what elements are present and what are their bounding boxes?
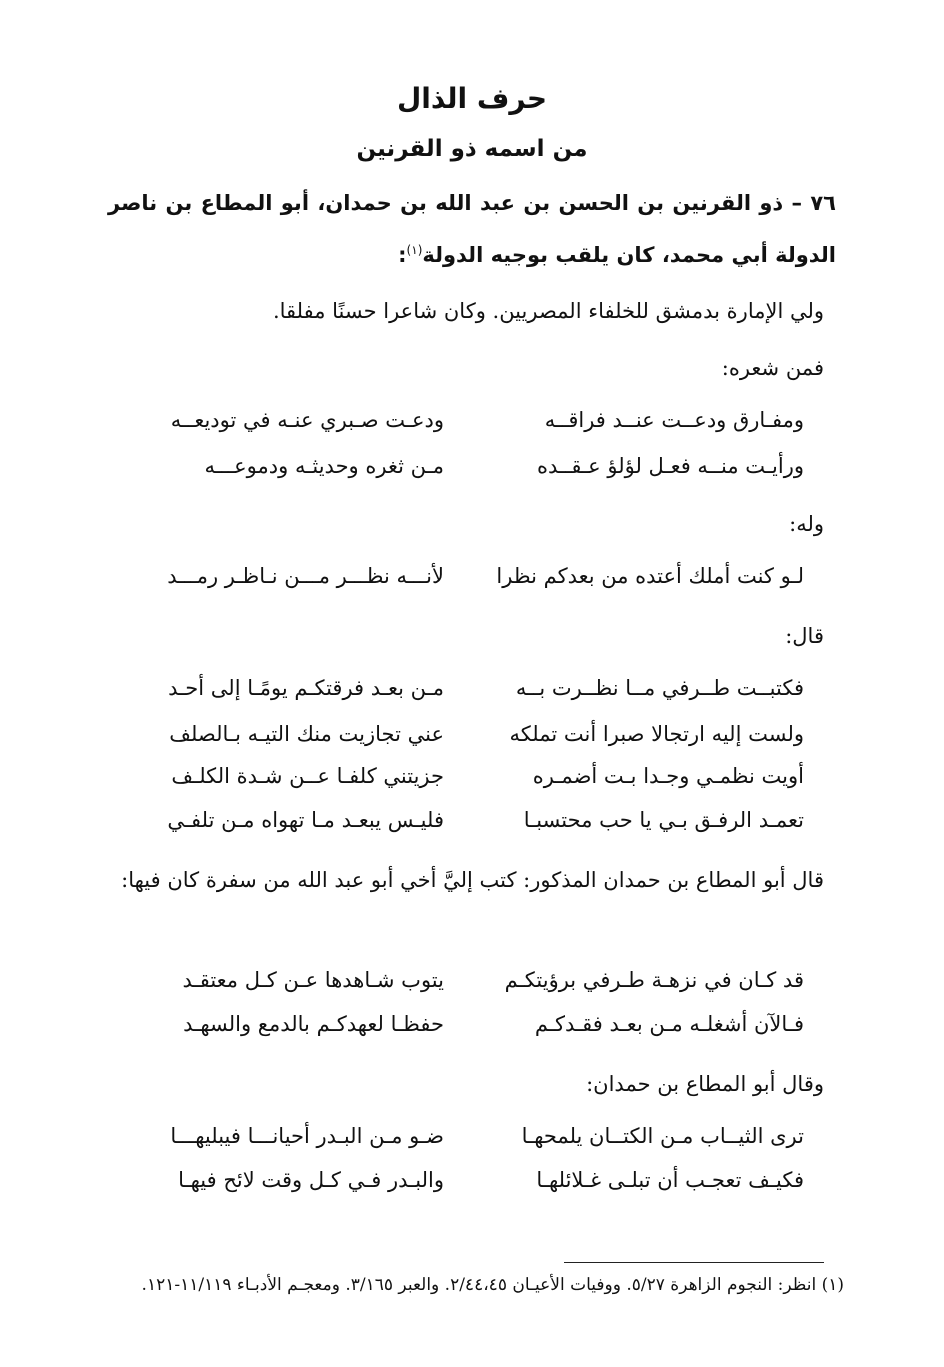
- entry-heading-colon: :: [398, 243, 407, 267]
- verse-line: [154, 670, 804, 706]
- he-said-label: قال:: [785, 624, 824, 648]
- entry-heading: [108, 180, 836, 279]
- entry-heading-text: ٧٦ – ذو القرنين بن الحسن بن عبد الله بن حمدان، أبو المطاع بن ناصر الدولة أبي محمد، كان يلقب بوجيه الدولة: [108, 191, 836, 267]
- verse-first-hemistich: ورأيـت منــه فعـل لؤلؤ عـقــده: [537, 454, 804, 478]
- footnote-reference: (١): [406, 243, 423, 257]
- verse-second-hemistich: لأنـــه نظـــر مـــن نـاظـر رمـــد: [167, 564, 444, 588]
- verse-second-hemistich: ضـو مـن البـدر أحيانـــا فيبليهـــا: [170, 1124, 444, 1148]
- verse-first-hemistich: ترى الثيــاب مـن الكتــان يلمحهـا: [521, 1124, 804, 1148]
- verse-line: [154, 758, 804, 794]
- verse-line: [154, 802, 804, 838]
- verse-second-hemistich: فليـس يبعـد مـا تهواه مـن تلفـي: [167, 808, 444, 832]
- verse-second-hemistich: ودعـت صـبري عنـه في توديعــه: [170, 408, 444, 432]
- verse-line: [154, 962, 804, 998]
- verse-first-hemistich: لـو كنت أملك أعتده من بعدكم نظرا: [496, 564, 804, 588]
- verse-first-hemistich: ولست إليه ارتجالا صبرا أنت تملكه: [509, 722, 804, 746]
- footnote-divider: [564, 1262, 824, 1263]
- intro-paragraph: ولي الإمارة بدمشق للخلفاء المصريين. وكان شاعرا حسنًا مفلقا.: [272, 299, 824, 323]
- verse-first-hemistich: أويت نظمـي وجـدا بـت أضمـره: [532, 764, 804, 788]
- verse-line: [154, 558, 804, 594]
- verse-first-hemistich: فـالآن أشغلـه مـن بعـد فقـدكـم: [534, 1012, 804, 1036]
- verse-line: [154, 1118, 804, 1154]
- section-title: من اسمه ذو القرنين: [356, 136, 588, 162]
- abu-mutaa-said-label: وقال أبو المطاع بن حمدان:: [586, 1072, 824, 1096]
- verse-line: [154, 1006, 804, 1042]
- verse-first-hemistich: ومفـارق ودعــت عنــد فراقــه: [544, 408, 804, 432]
- verse-second-hemistich: حفظـا لعهدكـم بالدمع والسهـد: [183, 1012, 444, 1036]
- verse-second-hemistich: يتوب شـاهدها عـن كـل معتقـد: [182, 968, 444, 992]
- verse-line: [154, 402, 804, 438]
- chapter-title: حرف الذال: [396, 82, 548, 115]
- verse-second-hemistich: مـن بعـد فرقتكـم يومًـا إلى أحـد: [168, 676, 444, 700]
- verse-line: [154, 716, 804, 752]
- verse-first-hemistich: قد كـان في نزهـة طـرفي برؤيتكـم: [504, 968, 804, 992]
- footnote: (١) انظر: النجوم الزاهرة ٥/٢٧. ووفيات الأعيـان ٢/٤٤،٤٥. والعبر ٣/١٦٥. ومعجـم الأدبـاء ١١/١١٩-١٢١.: [141, 1275, 844, 1295]
- and-his-label: وله:: [789, 512, 824, 536]
- verse-second-hemistich: جزيتني كلفـا عــن شـدة الكلـف: [171, 764, 444, 788]
- verse-first-hemistich: فكيـف تعجـب أن تبلـى غـلائلهـا: [536, 1168, 804, 1192]
- verse-line: [154, 448, 804, 484]
- verse-line: [154, 1162, 804, 1198]
- verse-second-hemistich: مـن ثغره وحديثـه ودموعـــه: [204, 454, 444, 478]
- abu-mutaa-narration: قال أبو المطاع بن حمدان المذكور: كتب إليَّ أخي أبو عبد الله من سفرة كان فيها:: [121, 868, 824, 892]
- poetry-intro-label: فمن شعره:: [721, 356, 824, 380]
- verse-first-hemistich: فكتبــت طــرفي مــا نظــرت بــه: [515, 676, 804, 700]
- verse-second-hemistich: عني تجازيت منك التيـه بـالصلف: [169, 722, 444, 746]
- verse-second-hemistich: والبـدر فـي كـل وقت لائح فيهـا: [178, 1168, 444, 1192]
- verse-first-hemistich: تعمـد الرفـق بـي يا حب محتسبـا: [523, 808, 804, 832]
